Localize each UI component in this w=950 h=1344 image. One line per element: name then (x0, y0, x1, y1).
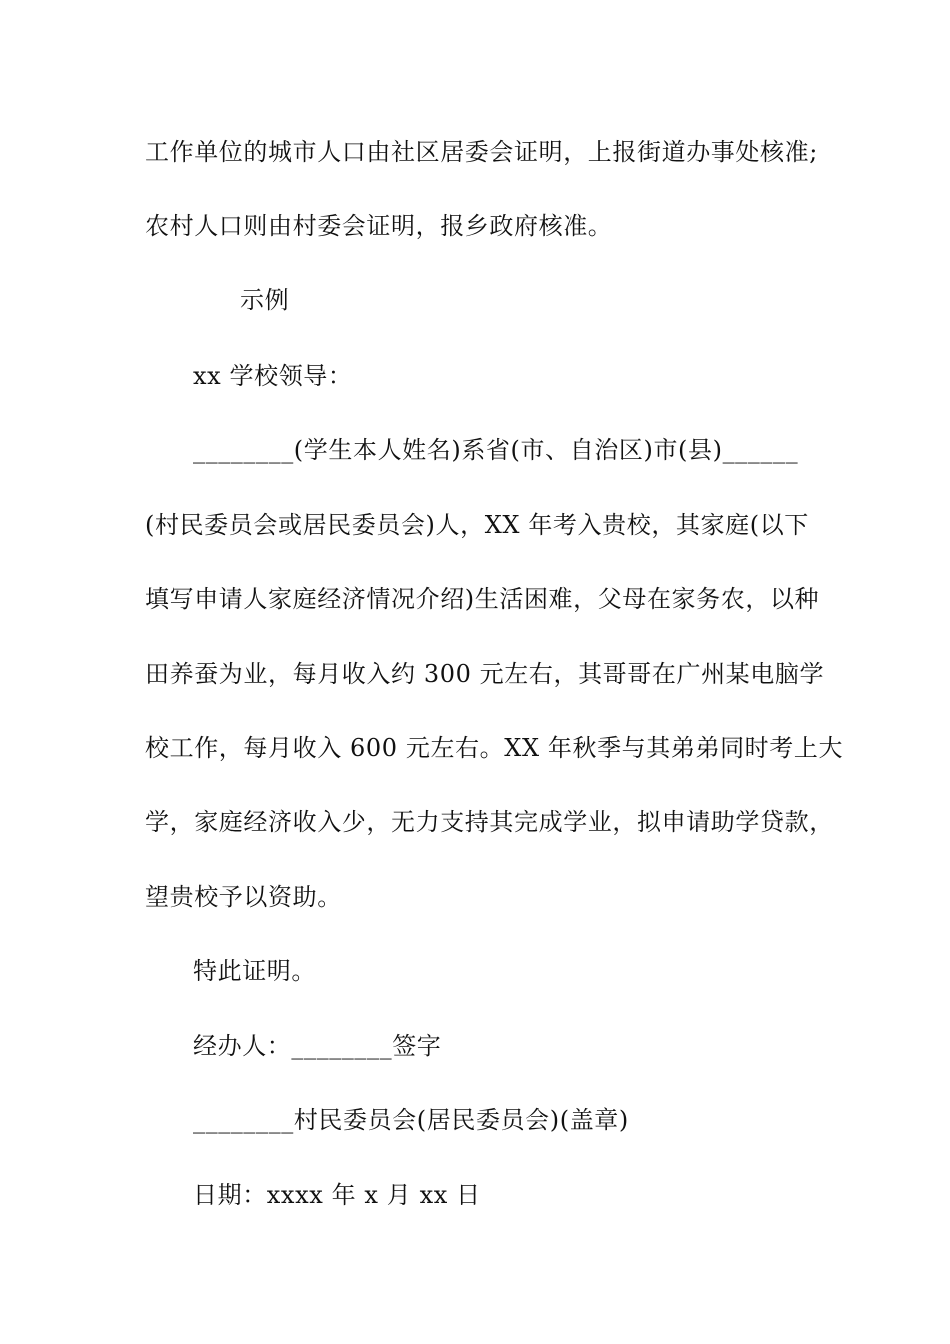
paragraph-line: 工作单位的城市人口由社区居委会证明，上报街道办事处核准; (145, 138, 818, 166)
paragraph-line: 农村人口则由村委会证明，报乡政府核准。 (145, 212, 613, 240)
paragraph-line: 田养蚕为业，每月收入约 300 元左右，其哥哥在广州某电脑学 (145, 660, 825, 688)
handler-signature-line: 经办人：________签字 (193, 1032, 442, 1060)
paragraph-line: 校工作，每月收入 600 元左右。XX 年秋季与其弟弟同时考上大 (145, 734, 844, 762)
section-heading: 示例 (240, 286, 290, 314)
paragraph-line: 学，家庭经济收入少，无力支持其完成学业，拟申请助学贷款， (145, 808, 834, 836)
committee-stamp-line: ________村民委员会(居民委员会)(盖章) (193, 1106, 629, 1134)
salutation: xx 学校领导： (193, 362, 353, 390)
paragraph-line: (村民委员会或居民委员会)人，XX 年考入贵校，其家庭(以下 (145, 511, 809, 539)
paragraph-line: ________(学生本人姓名)系省(市、自治区)市(县)______ (193, 436, 799, 464)
closing-statement: 特此证明。 (193, 957, 316, 985)
date-line: 日期：xxxx 年 x 月 xx 日 (193, 1181, 481, 1209)
paragraph-line: 望贵校予以资助。 (145, 883, 342, 911)
paragraph-line: 填写申请人家庭经济情况介绍)生活困难，父母在家务农，以种 (145, 585, 820, 613)
